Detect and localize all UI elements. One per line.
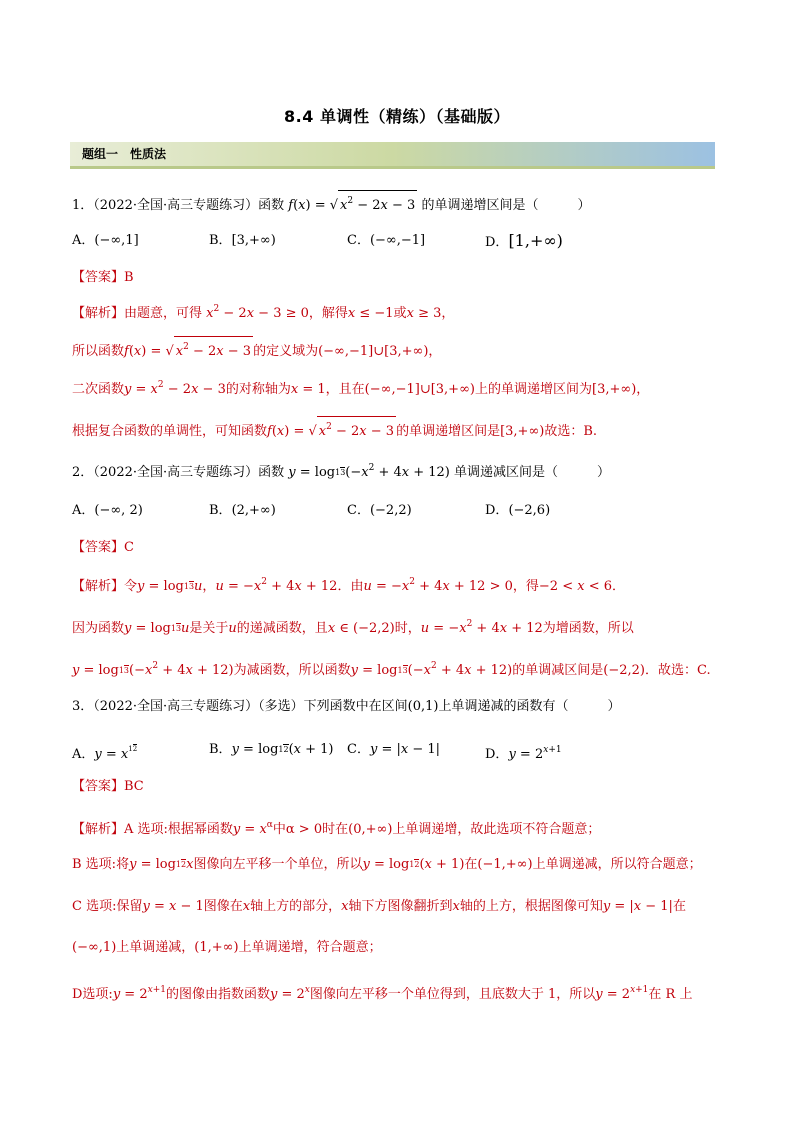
q3-option-b: B．y = log12(x + 1) — [209, 742, 334, 757]
q1-answer: 【答案】B — [72, 270, 134, 285]
q1-option-c: C．(−∞,−1] — [347, 233, 426, 248]
q2-option-b: B．(2,+∞) — [209, 503, 276, 518]
q1-function-expr: f — [288, 198, 294, 213]
q2-analysis-line3: $y = \log 13(-x^2 + 4x + 12)$为减函数，所以函数$y = \log 13(-x^2 + 4x + 12)$的单调减区间是(−2,2)．故选：C. — [72, 661, 711, 678]
group-header-bar — [70, 142, 715, 169]
q3-option-c: C．y = |x − 1| — [347, 742, 441, 757]
q1-analysis-line3: 二次函数$y = x^2 - 2x - 3$的对称轴为x = 1，且在(−∞,−1]∪[3,+∞)上的单调递增区间为[3,+∞)， — [72, 380, 650, 397]
q3-stem: 3．（2022·全国·高三专题练习）（多选）下列函数中在区间(0,1)上单调递减的函数有（ ） — [72, 699, 621, 714]
q1-analysis-line2: 所以函数f(x) = √ $x^2 - 2x - 3$ 的定义域为(−∞,−1]∪[3,+∞)， — [72, 336, 441, 362]
q2-option-a: A．(−∞, 2) — [72, 503, 143, 518]
q1-analysis-line4: 根据复合函数的单调性，可知函数f(x) = √ $x^2 - 2x - 3$ 的单调递增区间是[3,+∞)故选：B. — [72, 416, 597, 442]
q2-analysis-line2: 因为函数y = log13u是关于u的递减函数，且x ∈ (−2,2)时，$u = -x^2 + 4x + 12$为增函数，所以 — [72, 619, 634, 636]
q2-analysis-line1: 【解析】令y = log13u，$u = -x^2 + 4x + 12$．由$u = -x^2 + 4x + 12 > 0$，得−2 < x < 6． — [72, 577, 626, 594]
q1-stem: 1．（2022·全国·高三专题练习）函数 f(x) = √ $x^2 - 2x - 3$ 的单调递增区间是（ ） — [72, 190, 590, 216]
q2-option-d: D．(−2,6) — [485, 503, 551, 518]
q2-option-c: C．(−2,2) — [347, 503, 412, 518]
q3-answer: 【答案】BC — [72, 779, 144, 794]
q3-option-a: A．$y = x^{12}$ — [72, 745, 138, 762]
q3-analysis-d: D选项:y = $2^{x+1}$的图像由指数函数$y = 2^x$图像向左平移一个单位得到，且底数大于 1，所以$y = 2^{x+1}$在 R 上 — [72, 985, 693, 1002]
q1-option-d: D．[1,+∞) — [485, 231, 563, 250]
q3-analysis-b: B 选项:将y = log12x图像向左平移一个单位，所以y = log12(x + 1)在(−1,+∞)上单调递减，所以符合题意； — [72, 857, 702, 872]
q2-answer: 【答案】C — [72, 540, 134, 555]
group-header-label: 题组一 性质法 — [82, 147, 167, 161]
q1-option-a: A．(−∞,1] — [72, 233, 139, 248]
page-title: 8.4 单调性（精练）（基础版） — [284, 107, 510, 126]
q3-analysis-c-cont: (−∞,1)上单调递减，(1,+∞)上单调递增，符合题意； — [72, 940, 382, 955]
q2-stem: 2．（2022·全国·高三专题练习）函数 $y = \log 13(-x^2 + 4x + 12)$ 单调递减区间是（ ） — [72, 463, 611, 480]
q3-analysis-c: C 选项:保留y = x − 1图像在x轴上方的部分，x轴下方图像翻折到x轴的上方，根据图像可知y = |x − 1|在 — [72, 899, 686, 914]
q1-option-b: B．[3,+∞) — [209, 233, 276, 248]
q3-analysis-a: 【解析】A 选项:根据幂函数$y = x^\alpha$中α > 0时在(0,+∞)上单调递增，故此选项不符合题意； — [72, 820, 601, 837]
q3-option-d: D．$y = 2^{x+1}$ — [485, 745, 562, 762]
q1-analysis-line1: 【解析】由题意，可得 $x^2 - 2x - 3 \ge 0$，解得x ≤ −1或x ≥ 3， — [72, 304, 455, 321]
